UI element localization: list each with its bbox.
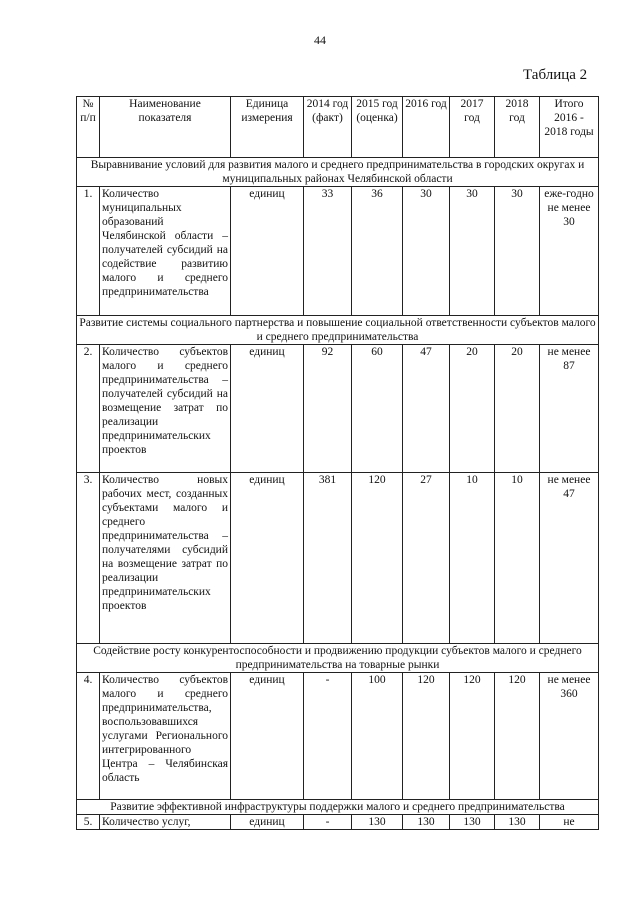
table-row	[77, 673, 599, 800]
header-2018: 2018 год	[495, 97, 540, 158]
unit-cell: единиц	[231, 187, 304, 316]
section-row	[77, 158, 599, 187]
unit-cell: единиц	[231, 673, 304, 800]
header-2017: 2017 год	[450, 97, 495, 158]
indicator-name: Количество муниципальных образований Челябинской области – получателей субсидий на содействие развитию малого и среднего предпринимательства	[100, 187, 231, 316]
indicator-table	[76, 96, 599, 830]
table-row	[77, 345, 599, 473]
value-2017: 130	[450, 815, 495, 830]
value-2018: 130	[495, 815, 540, 830]
section-row	[77, 316, 599, 345]
section-title: Развитие эффективной инфраструктуры поддержки малого и среднего предпринимательства	[77, 800, 599, 815]
header-2015: 2015 год (оценка)	[352, 97, 403, 158]
section-title: Развитие системы социального партнерства и повышение социальной ответственности субъектов малого и среднего предпринимательства	[77, 316, 599, 345]
value-2016: 120	[403, 673, 450, 800]
indicator-name: Количество новых рабочих мест, созданных субъектами малого и среднего предпринимательства – получателями субсидий на возмещение затрат по реализации предпринимательских проектов	[100, 473, 231, 644]
unit-cell: единиц	[231, 473, 304, 644]
row-number: 2.	[77, 345, 100, 473]
value-2015: 100	[352, 673, 403, 800]
value-2014: 381	[304, 473, 352, 644]
value-2017: 30	[450, 187, 495, 316]
total-cell: еже-годно не менее 30	[540, 187, 599, 316]
value-2017: 10	[450, 473, 495, 644]
value-2017: 20	[450, 345, 495, 473]
value-2015: 130	[352, 815, 403, 830]
indicator-name: Количество услуг,	[100, 815, 231, 830]
total-cell: не менее 47	[540, 473, 599, 644]
value-2017: 120	[450, 673, 495, 800]
value-2015: 120	[352, 473, 403, 644]
section-title: Выравнивание условий для развития малого и среднего предпринимательства в городских округах и муниципальных районах Челябинской области	[77, 158, 599, 187]
indicator-name: Количество субъектов малого и среднего предпринимательства – получателей субсидий на возмещение затрат по реализации предпринимательских проектов	[100, 345, 231, 473]
value-2014: -	[304, 815, 352, 830]
unit-cell: единиц	[231, 815, 304, 830]
value-2018: 10	[495, 473, 540, 644]
table-caption: Таблица 2	[523, 67, 588, 83]
table-row	[77, 473, 599, 644]
header-2014: 2014 год (факт)	[304, 97, 352, 158]
header-total: Итого 2016 - 2018 годы	[540, 97, 599, 158]
value-2016: 47	[403, 345, 450, 473]
row-number: 1.	[77, 187, 100, 316]
total-cell: не менее 360	[540, 673, 599, 800]
table-row	[77, 187, 599, 316]
page-number: 44	[314, 33, 326, 47]
value-2016: 30	[403, 187, 450, 316]
value-2016: 130	[403, 815, 450, 830]
table-row	[77, 815, 599, 830]
total-cell: не	[540, 815, 599, 830]
value-2014: 33	[304, 187, 352, 316]
header-number: № п/п	[77, 97, 100, 158]
row-number: 4.	[77, 673, 100, 800]
value-2016: 27	[403, 473, 450, 644]
value-2015: 36	[352, 187, 403, 316]
unit-cell: единиц	[231, 345, 304, 473]
header-2016: 2016 год	[403, 97, 450, 158]
value-2018: 20	[495, 345, 540, 473]
section-row	[77, 644, 599, 673]
indicator-name: Количество субъектов малого и среднего предпринимательства, воспользовавшихся услугами Регионального интегрированного Центра – Челябинская область	[100, 673, 231, 800]
value-2015: 60	[352, 345, 403, 473]
total-cell: не менее 87	[540, 345, 599, 473]
value-2018: 120	[495, 673, 540, 800]
header-unit: Единица измерения	[231, 97, 304, 158]
header-indicator: Наименование показателя	[100, 97, 231, 158]
header-row	[77, 97, 599, 158]
row-number: 3.	[77, 473, 100, 644]
value-2014: 92	[304, 345, 352, 473]
section-row	[77, 800, 599, 815]
value-2014: -	[304, 673, 352, 800]
section-title: Содействие росту конкурентоспособности и продвижению продукции субъектов малого и среднего предпринимательства на товарные рынки	[77, 644, 599, 673]
value-2018: 30	[495, 187, 540, 316]
row-number: 5.	[77, 815, 100, 830]
